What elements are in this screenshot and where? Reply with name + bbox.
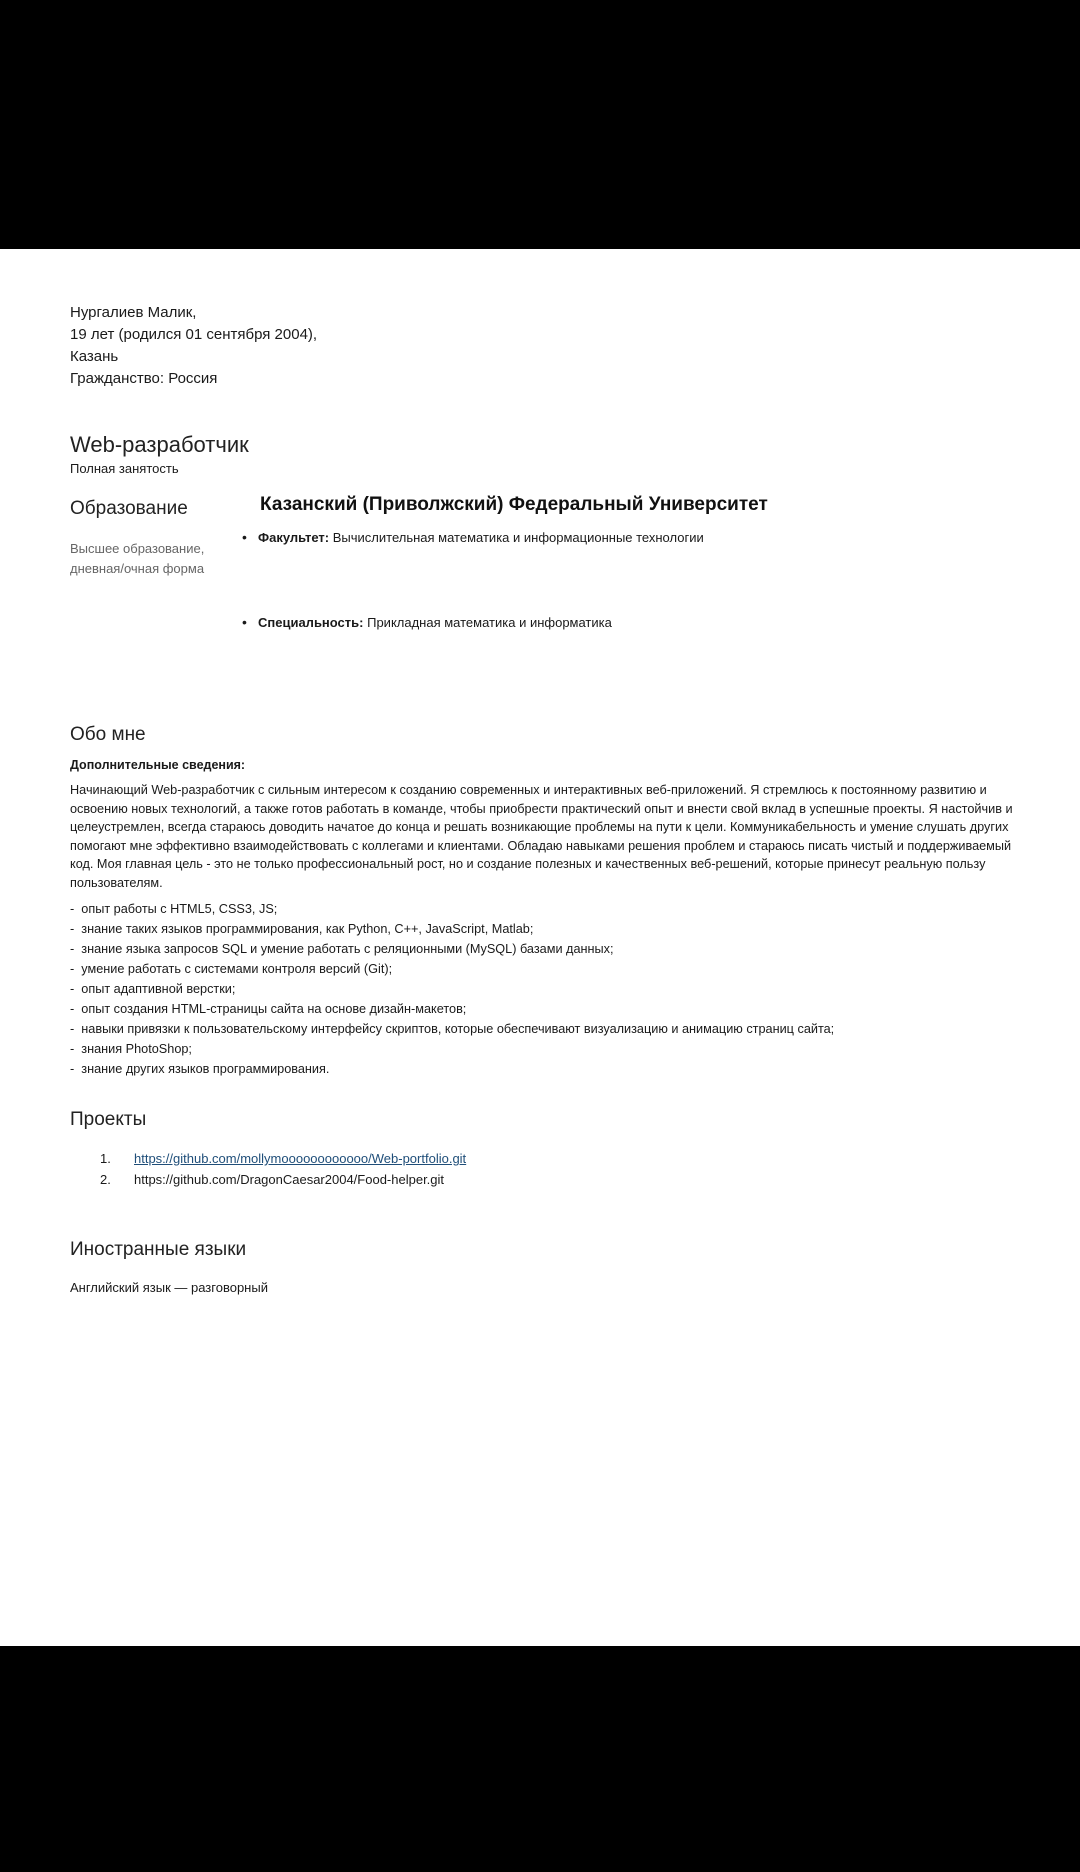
skill-item: - знание других языков программирования. <box>70 1059 834 1079</box>
projects-list <box>100 1148 466 1190</box>
candidate-city: Казань <box>70 348 119 365</box>
resume-page <box>0 249 1080 1646</box>
specialty-value: Прикладная математика и информатика <box>367 615 612 630</box>
specialty-item <box>242 614 612 630</box>
specialty-label: Специальность: <box>258 615 364 630</box>
project-item <box>100 1148 466 1169</box>
bullet-icon: • <box>242 529 247 545</box>
job-title: Web-разработчик <box>70 432 249 457</box>
personal-info <box>70 302 317 390</box>
projects-heading: Проекты <box>70 1109 147 1130</box>
languages-heading: Иностранные языки <box>70 1239 247 1260</box>
project-url-text: https://github.com/DragonCaesar2004/Food-helper.git <box>134 1172 445 1187</box>
skill-item: - опыт адаптивной верстки; <box>70 979 834 999</box>
faculty-item <box>242 529 704 545</box>
about-paragraph: Начинающий Web-разработчик с сильным интересом к созданию современных и интерактивных веб-приложений. Я стремлюсь к постоянному развитию и освоению новых технологий, а также готов работать в команде, чтобы приобрести практический опыт и внести свой вклад в успешные проекты. Я настойчив и целеустремлен, всегда стараюсь доводить начатое до конца и решать возникающие проблемы на пути к цели. Коммуникабельность и умение слушать других помогают мне эффективно взаимодействовать с коллегами и клиентами. Обладаю навыками решения проблем и стараюсь писать чистый и поддерживаемый код. Моя главная цель - это не только профессиональный рост, но и создание полезных и качественных веб-решений, которые принесут реальную пользу пользователям. <box>70 783 1013 890</box>
project-item <box>100 1169 466 1190</box>
skill-item: - опыт работы с HTML5, CSS3, JS; <box>70 899 834 919</box>
candidate-age: 19 лет (родился 01 сентября 2004), <box>70 326 318 343</box>
project-number: 1. <box>100 1151 111 1166</box>
education-level: Высшее образование, дневная/очная форма <box>70 541 205 576</box>
education-heading: Образование <box>70 498 188 519</box>
skills-list <box>70 899 834 1079</box>
additional-info-heading: Дополнительные сведения: <box>70 758 246 772</box>
skill-item: - умение работать с системами контроля версий (Git); <box>70 959 834 979</box>
skill-item: - навыки привязки к пользовательскому интерфейсу скриптов, которые обеспечивают визуализацию и анимацию страниц сайта; <box>70 1019 834 1039</box>
faculty-value: Вычислительная математика и информационные технологии <box>332 530 704 545</box>
faculty-label: Факультет: <box>258 530 330 545</box>
candidate-citizenship: Гражданство: Россия <box>70 370 218 387</box>
project-link[interactable]: https://github.com/mollymoooooooooooo/Web-portfolio.git <box>134 1151 467 1166</box>
skill-item: - знания PhotoShop; <box>70 1039 834 1059</box>
language-item: Английский язык — разговорный <box>70 1280 268 1295</box>
skill-item: - опыт создания HTML-страницы сайта на основе дизайн-макетов; <box>70 999 834 1019</box>
employment-type: Полная занятость <box>70 461 179 476</box>
about-heading: Обо мне <box>70 724 146 745</box>
university-name: Казанский (Приволжский) Федеральный Университет <box>260 494 768 515</box>
skill-item: - знание таких языков программирования, как Python, C++, JavaScript, Matlab; <box>70 919 834 939</box>
bullet-icon: • <box>242 614 247 630</box>
project-number: 2. <box>100 1172 111 1187</box>
candidate-name: Нургалиев Малик, <box>70 304 197 321</box>
skill-item: - знание языка запросов SQL и умение работать с реляционными (MySQL) базами данных; <box>70 939 834 959</box>
